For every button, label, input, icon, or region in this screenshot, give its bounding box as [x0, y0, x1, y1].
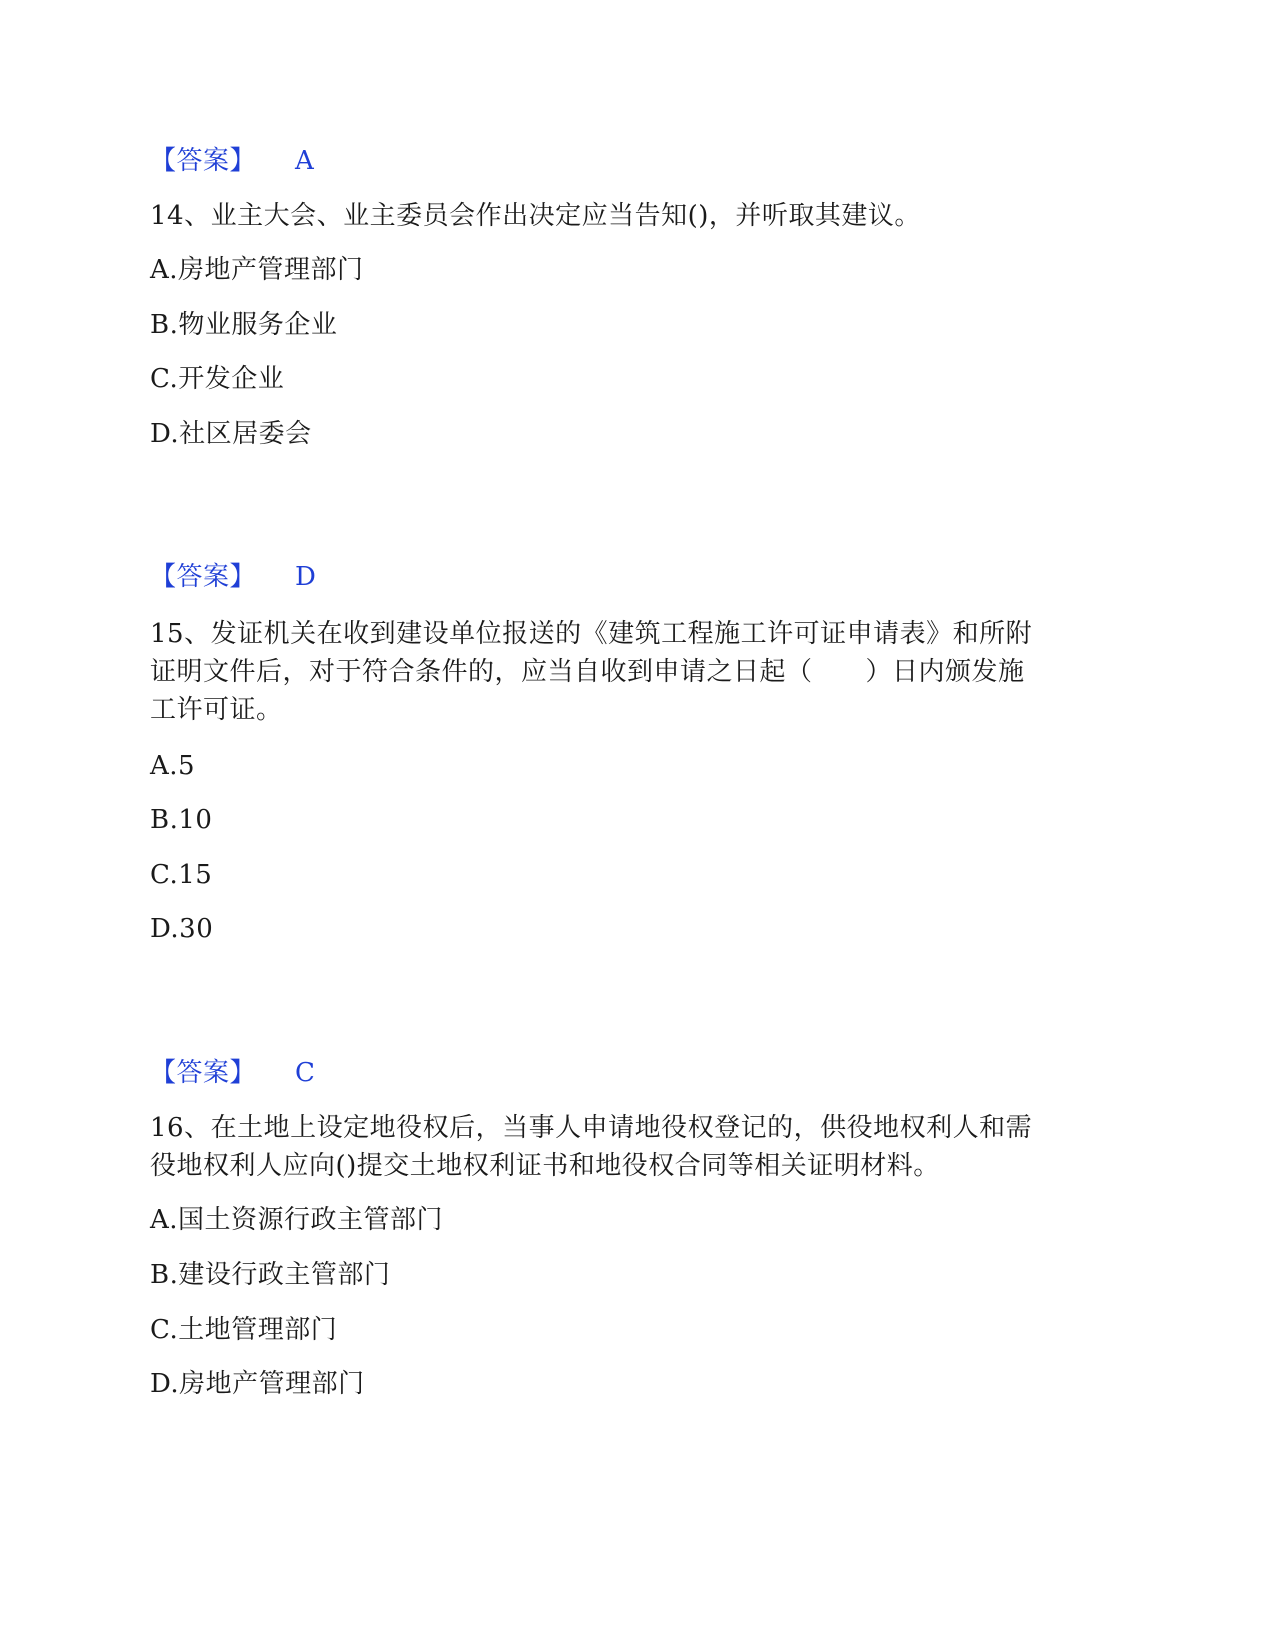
option-16-d: D.房地产管理部门	[150, 1369, 365, 1399]
option-16-a: A.国土资源行政主管部门	[150, 1205, 444, 1235]
answer-label: 【答案】	[150, 146, 257, 176]
answer-label: 【答案】	[150, 562, 257, 592]
option-15-b: B.10	[150, 805, 213, 835]
question-15-line-2: 证明文件后，对于符合条件的，应当自收到申请之日起（ ）日内颁发施	[150, 657, 1025, 687]
question-15-line-3: 工许可证。	[150, 695, 283, 725]
question-16-line-2: 役地权利人应向()提交土地权利证书和地役权合同等相关证明材料。	[150, 1151, 940, 1181]
answer-label: 【答案】	[150, 1058, 257, 1088]
answer-line-3	[150, 1053, 315, 1093]
option-14-d: D.社区居委会	[150, 419, 312, 449]
option-16-c: C.土地管理部门	[150, 1315, 338, 1345]
option-14-c: C.开发企业	[150, 364, 285, 394]
answer-value: A	[295, 146, 315, 176]
option-15-d: D.30	[150, 914, 214, 944]
option-15-c: C.15	[150, 860, 213, 890]
option-16-b: B.建设行政主管部门	[150, 1260, 391, 1290]
question-14: 14、业主大会、业主委员会作出决定应当告知()，并听取其建议。	[150, 201, 921, 231]
answer-line-1	[150, 141, 314, 181]
answer-line-2	[150, 557, 316, 597]
answer-value: D	[295, 562, 317, 592]
option-14-a: A.房地产管理部门	[150, 255, 364, 285]
option-15-a: A.5	[150, 751, 196, 781]
option-14-b: B.物业服务企业	[150, 310, 338, 340]
question-16-line-1: 16、在土地上设定地役权后，当事人申请地役权登记的，供役地权利人和需	[150, 1113, 1033, 1143]
answer-value: C	[295, 1058, 316, 1088]
question-15-line-1: 15、发证机关在收到建设单位报送的《建筑工程施工许可证申请表》和所附	[150, 619, 1033, 649]
